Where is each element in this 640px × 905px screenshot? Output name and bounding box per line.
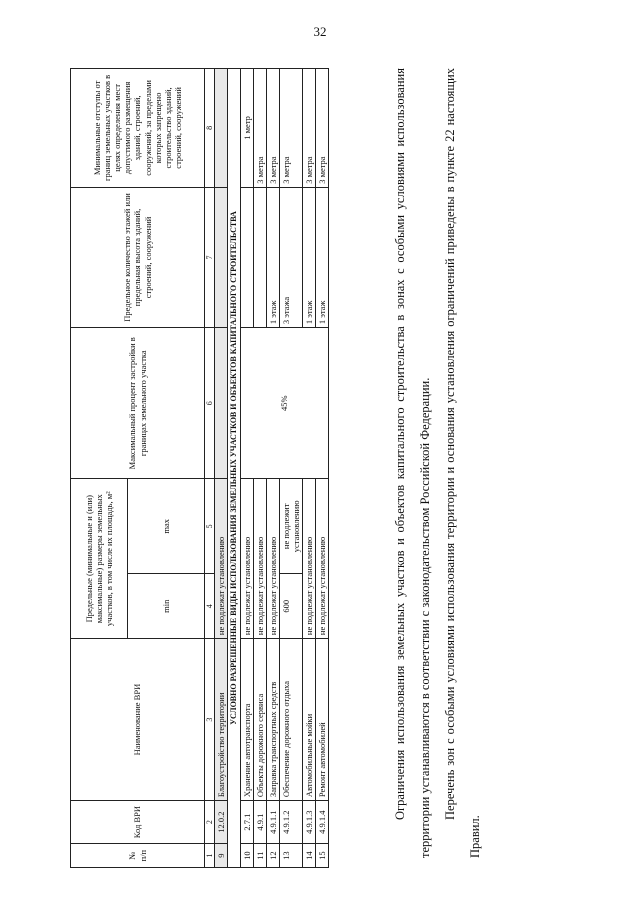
column-number: 4 xyxy=(205,574,215,639)
row-num: 14 xyxy=(302,844,315,868)
header-num: № п/п xyxy=(71,844,205,868)
column-number: 8 xyxy=(205,69,215,188)
column-number: 1 xyxy=(205,844,215,868)
row-name: Обеспечение дорожного отдыха xyxy=(279,639,302,801)
row-name: Ремонт автомобилей xyxy=(315,639,328,801)
row-code: 2.7.1 xyxy=(240,801,253,844)
column-number: 3 xyxy=(205,639,215,801)
row-percent xyxy=(215,328,228,479)
column-number: 5 xyxy=(205,479,215,574)
row-sizes: не подлежат установлению xyxy=(302,479,315,639)
row-sizes: не подлежат установлению xyxy=(240,479,253,639)
row-code: 4.9.1 xyxy=(253,801,266,844)
row-setbacks: 3 метра xyxy=(315,69,328,188)
row-floors xyxy=(240,187,253,327)
row-num: 15 xyxy=(315,844,328,868)
column-number: 2 xyxy=(205,801,215,844)
column-number: 7 xyxy=(205,187,215,327)
row-floors: 1 этаж xyxy=(315,187,328,327)
row-floors: 1 этаж xyxy=(266,187,279,327)
table-row xyxy=(215,69,228,868)
row-floors xyxy=(215,187,228,327)
header-size-max: max xyxy=(128,479,205,574)
row-code: 4.9.1.4 xyxy=(315,801,328,844)
row-setbacks: 3 метра xyxy=(279,69,302,188)
header-setbacks: Минимальные отступы от границ земельных участков в целях определения мест допустимого размещения зданий, строений, сооружений, за пределами которых запрещено строительство зданий, строений, сооружений xyxy=(71,69,205,188)
section-title: УСЛОВНО РАЗРЕШЕННЫЕ ВИДЫ ИСПОЛЬЗОВАНИЯ ЗЕМЕЛЬНЫХ УЧАСТКОВ И ОБЪЕКТОВ КАПИТАЛЬНОГО СТРОИТЕЛЬСТВА xyxy=(228,69,240,868)
header-size-group: Предельные (минимальные и (или) максимальные) размеры земельных участков, в том числе их площадь, м² xyxy=(71,479,128,639)
row-sizes: не подлежат установлению xyxy=(253,479,266,639)
row-floors xyxy=(253,187,266,327)
row-floors: 1 этаж xyxy=(302,187,315,327)
row-name: Автомобильные мойки xyxy=(302,639,315,801)
row-num: 13 xyxy=(279,844,302,868)
table-header-row xyxy=(71,69,128,868)
row-percent: 45% xyxy=(240,328,328,479)
header-name: Наименование ВРИ xyxy=(71,639,205,801)
paragraph: Перечень зон с особыми условиями использования территории и основания установления ограничений приведены в пункте 22 настоящих Правил. xyxy=(443,68,482,858)
row-setbacks xyxy=(215,69,228,188)
column-number: 6 xyxy=(205,328,215,479)
row-setbacks: 3 метра xyxy=(253,69,266,188)
row-setbacks: 3 метра xyxy=(302,69,315,188)
zoning-table xyxy=(70,68,329,868)
row-code: 4.9.1.2 xyxy=(279,801,302,844)
row-name: Благоустройство территории xyxy=(215,639,228,801)
row-sizes: не подлежат установлению xyxy=(315,479,328,639)
row-code: 4.9.1.1 xyxy=(266,801,279,844)
table-row xyxy=(240,69,253,868)
row-num: 9 xyxy=(215,844,228,868)
row-code: 12.0.2 xyxy=(215,801,228,844)
body-text xyxy=(388,68,488,858)
row-num: 12 xyxy=(266,844,279,868)
row-size-max: не подлежит установлению xyxy=(279,479,302,574)
header-max-percent: Максимальный процент застройки в границах земельного участка xyxy=(71,328,205,479)
row-setbacks: 1 метр xyxy=(240,69,253,188)
row-setbacks: 3 метра xyxy=(266,69,279,188)
row-sizes: не подлежат установлению xyxy=(215,479,228,639)
header-size-min: min xyxy=(128,574,205,639)
row-name: Хранение автотранспорта xyxy=(240,639,253,801)
row-size-min: 600 xyxy=(279,574,302,639)
column-number-row xyxy=(205,69,215,868)
row-num: 11 xyxy=(253,844,266,868)
paragraph: Ограничения использования земельных участков и объектов капитального строительства в зонах с особыми условиями использования территории устанавливаются в соответствии с законодательством Российской Федерации. xyxy=(393,68,432,858)
row-code: 4.9.1.3 xyxy=(302,801,315,844)
row-name: Объекты дорожного сервиса xyxy=(253,639,266,801)
section-row xyxy=(228,69,240,868)
header-floors: Предельное количество этажей или предельная высота зданий, строений, сооружений xyxy=(71,187,205,327)
row-num: 10 xyxy=(240,844,253,868)
row-sizes: не подлежат установлению xyxy=(266,479,279,639)
row-floors: 3 этажа xyxy=(279,187,302,327)
row-name: Заправка транспортных средств xyxy=(266,639,279,801)
page-number: 32 xyxy=(313,24,327,39)
rotated-content xyxy=(68,52,608,886)
header-code: Код ВРИ xyxy=(71,801,205,844)
